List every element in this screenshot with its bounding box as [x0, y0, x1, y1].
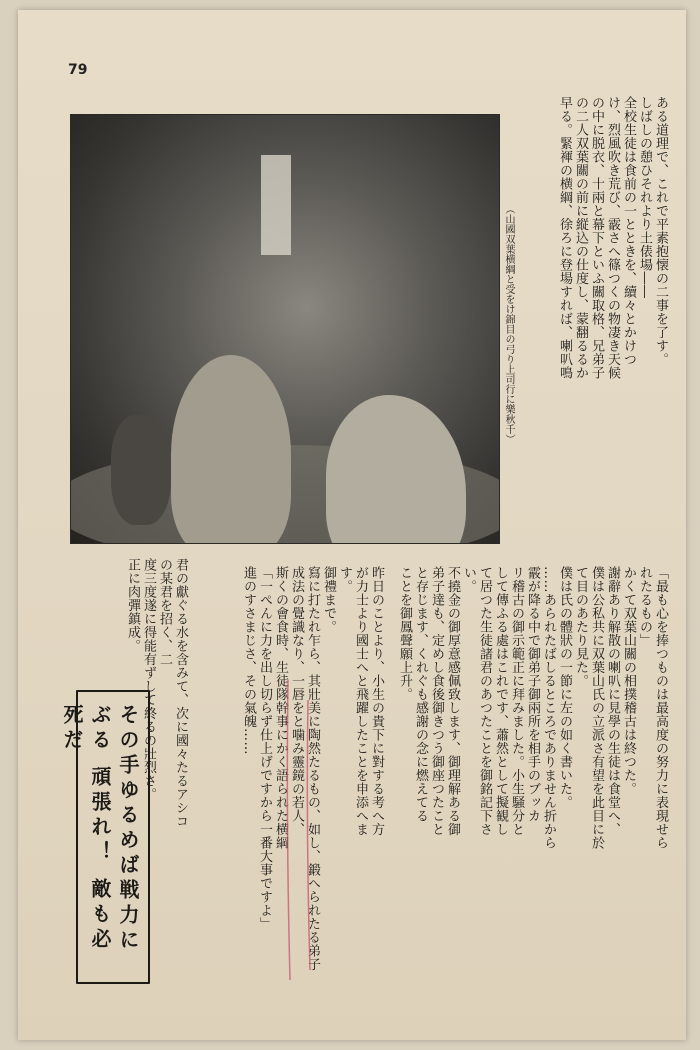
text-line-underlined: 昨日のことより、小生の貴下に對する考へ方 [369, 566, 384, 836]
photo-banner-shape [261, 155, 291, 255]
text-line: して傳ふる處はこれです、蕭然として擬観し [493, 566, 508, 836]
text-line: 成法の覺識なり、一唇をと噛み靈鏡の若人、 [289, 566, 304, 836]
text-line: の二人双葉關の前に縦込の仕度し、蒙翻るるか [573, 96, 588, 380]
text-line: 弟子達も、定めし食後御きつう御座つたこと [429, 566, 444, 836]
text-line: て目のあたり見た。 [573, 566, 588, 688]
text-line: け、烈風吹き荒び、霰さへ篠つくの物凄き天候 [605, 96, 620, 380]
text-line: 不撓金の御厚意感佩致します、御理解ある御 [445, 566, 460, 836]
text-line: 謝辭あり解散の喇叭に見學の生徒は食堂へ、 [605, 566, 620, 836]
photo-wrestler-right-shape [326, 395, 466, 544]
photo-spectator-shape [111, 415, 171, 525]
text-line: かくて双葉山關の相撲稽古は終つた。 [621, 566, 636, 796]
text-line: す。 [337, 566, 352, 593]
text-line: しばしの憩ひそれより土俵場―― [637, 96, 652, 299]
text-line: 霰が降る中で御弟子御兩所を相手のブッカ [525, 566, 540, 823]
text-line: れたるもの」 [637, 566, 652, 647]
text-line: 早る。緊褌の横綱、徐ろに登場すれば、喇叭鳴 [557, 96, 572, 380]
text-block-lower-left [204, 566, 384, 986]
text-line: 僕は公私共に双葉山氏の立派さ有望を此目に於 [589, 566, 604, 850]
text-line: い。 [461, 566, 476, 593]
text-line: ことを御鳳聲願上升。 [397, 566, 412, 701]
page-number: 79 [68, 62, 88, 78]
text-line: ……あられたばしるところでありません折から [541, 566, 556, 850]
slogan-text: その手ゆるめば戦力にぶる 頑張れ！ 敵も必死だ [60, 704, 140, 954]
text-line: 君の獻ぐる水を含みて、次に國々たるアシコの某君を招く、二 [157, 558, 188, 828]
text-line: と存じます、くれぐも感謝の念に燃えてる [413, 566, 428, 823]
photo-wrestler-left-shape [171, 355, 291, 544]
text-line: 度三度遂に得能有ずして終るの壯烈さ。 [141, 558, 156, 801]
sumo-photo [70, 114, 500, 544]
text-line-underlined: が力士より國士へと飛躍したことを申添へま [353, 566, 368, 836]
text-line: 「最も心を捧つものは最高度の努力に表現せら [653, 566, 668, 850]
text-line: 正に肉彈鎮成。 [125, 558, 140, 653]
text-line: ある道理で、これで平素抱懐の二事を了す。 [653, 96, 668, 366]
text-line: の中に脱衣、十兩と幕下といふ關取格、兄弟子 [589, 96, 604, 380]
text-line: 「一ぺんに力を出し切らず仕上げですから一番大事ですよ」 [257, 566, 272, 931]
text-line: 斯くの會食時、生徒隊幹事にかく語られた横綱 [273, 566, 288, 850]
text-line: 寫に打たれ乍ら、其壯美に陶然たるもの、如し、鍛へられたる弟子 [305, 566, 320, 971]
document-page [18, 10, 686, 1040]
text-block-upper [518, 96, 668, 534]
text-line: 進のすさまじさ、その氣魄…… [241, 566, 256, 755]
text-line: て居つた生徒諸君のあつたことを御銘記下さ [477, 566, 492, 836]
text-line: リ稽古の御示範正に拜みました。小生騒分と [509, 566, 524, 836]
text-line: 全校生徒は食前の一とときを、續々とかけつ [621, 96, 636, 366]
text-line: 僕は氏の體狀の一節に左の如く書いた。 [557, 566, 572, 809]
text-line: 御禮まで。 [321, 566, 336, 634]
photo-caption: （山國双葉横綱と受をけ錦目の弓り上司行に樂秋千） [503, 203, 514, 444]
text-block-middle [390, 566, 668, 996]
